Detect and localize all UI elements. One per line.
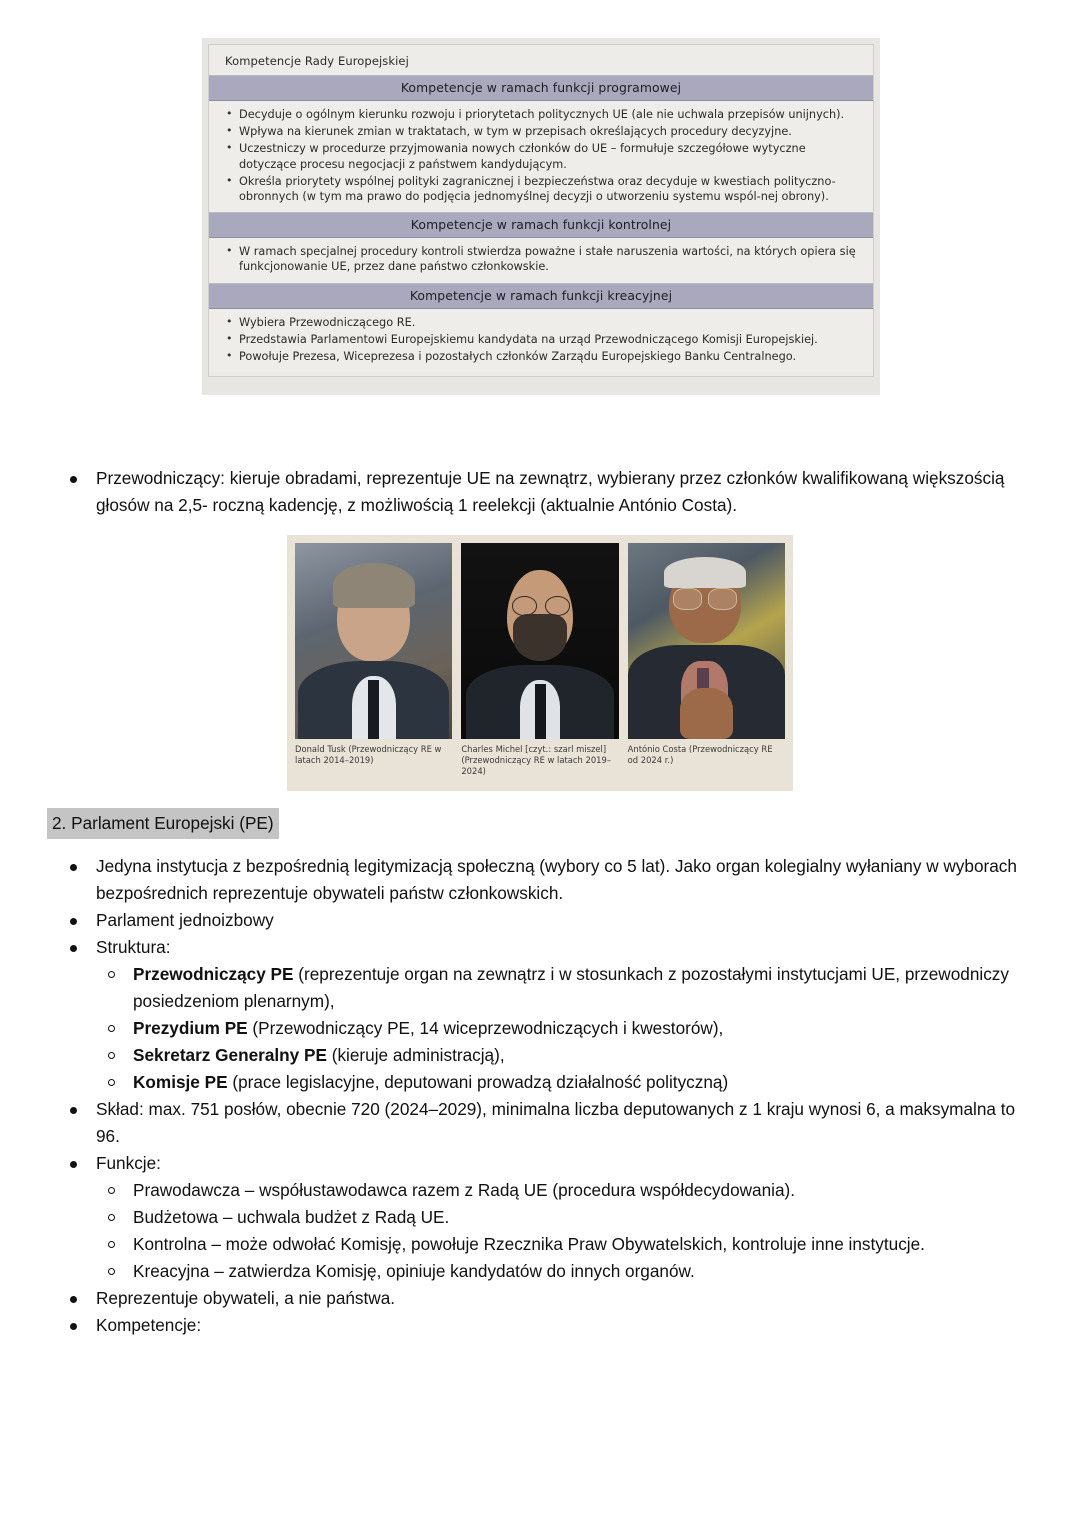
list-item: [96, 1042, 1023, 1069]
photo-caption-row: [295, 739, 785, 777]
item-bold: Sekretarz Generalny PE: [133, 1045, 327, 1065]
item-rest: (Przewodniczący PE, 14 wiceprzewodniczących i kwestorów),: [247, 1018, 724, 1038]
table-band-kreacyjna: Kompetencje w ramach funkcji kreacyjnej: [209, 283, 873, 309]
list-item: Jedyna instytucja z bezpośrednią legitymizacją społeczną (wybory co 5 lat). Jako organ kolegialny wyłaniany w wyborach bezpośrednich reprezentuje obywateli państw członkowskich.: [57, 853, 1023, 907]
table-section-kreacyjna-body: [209, 309, 873, 373]
table-row: • Wpływa na kierunek zmian w traktatach, w tym w przepisach określających procedury decyzyjne.: [223, 124, 859, 139]
item-rest: (kieruje administracją),: [326, 1045, 505, 1065]
item-rest: (prace legislacyjne, deputowani prowadzą działalność polityczną): [227, 1072, 729, 1092]
list-item: [96, 1069, 1023, 1096]
table-row: • Przedstawia Parlamentowi Europejskiemu kandydata na urząd Przewodniczącego Komisji Europejskiej.: [223, 332, 859, 347]
president-line-1: Przewodniczący: kieruje obradami, reprezentuje UE na zewnątrz, wybierany przez członków kwalifikowaną: [96, 468, 908, 488]
president-bullet-block: [57, 465, 1023, 519]
table-row: • Określa priorytety wspólnej polityki zagranicznej i bezpieczeństwa oraz decyduje w kwestiach polityczno-obronnych (w tym ma prawo do podjęcia jednomyślnej decyzji o utworzeniu systemu wspól-nej obrony).: [223, 174, 859, 204]
item-bold: Prezydium PE: [133, 1018, 248, 1038]
presidents-photo-figure: [287, 535, 793, 791]
table-row: • Decyduje o ogólnym kierunku rozwoju i priorytetach politycznych UE (ale nie uchwala przepisów unijnych).: [223, 107, 859, 122]
list-item: Parlament jednoizbowy: [57, 907, 1023, 934]
scanned-table-inner: [208, 44, 874, 377]
list-item: Budżetowa – uchwala budżet z Radą UE.: [96, 1204, 1023, 1231]
list-item: Kreacyjna – zatwierdza Komisję, opiniuje kandydatów do innych organów.: [96, 1258, 1023, 1285]
list-item: Reprezentuje obywateli, a nie państwa.: [57, 1285, 1023, 1312]
photo-caption-antonio-costa: António Costa (Przewodniczący RE od 2024 r.): [627, 744, 773, 765]
president-line-2: większością głosów na 2,5- roczną kadencję, z możliwością 1 reelekcji (aktualnie António Costa).: [96, 468, 1005, 515]
table-section-kontrolna-body: [209, 238, 873, 282]
photo-antonio-costa: [628, 543, 785, 739]
list-item: Prawodawcza – współustawodawca razem z Radą UE (procedura współdecydowania).: [96, 1177, 1023, 1204]
list-item: [57, 465, 1023, 519]
scanned-table-title: Kompetencje Rady Europejskiej: [209, 45, 873, 75]
item-bold: Przewodniczący PE: [133, 964, 294, 984]
list-item: Kontrolna – może odwołać Komisję, powołuje Rzecznika Praw Obywatelskich, kontroluje inne instytucje.: [96, 1231, 1023, 1258]
photo-charles-michel: [461, 543, 618, 739]
photo-row: [295, 543, 785, 739]
table-row: • W ramach specjalnej procedury kontroli stwierdza poważne i stałe naruszenia wartości, na których opiera się funkcjonowanie UE, przez dane państwo członkowskie.: [223, 244, 859, 274]
table-row: • Uczestniczy w procedurze przyjmowania nowych członków do UE – formułuje szczegółowe wytyczne dotyczące procesu negocjacji z państwem kandydującym.: [223, 141, 859, 171]
funkcje-sublist: [96, 1177, 1023, 1285]
list-item: [57, 1150, 1023, 1285]
photo-donald-tusk: [295, 543, 452, 739]
table-row: • Powołuje Prezesa, Wiceprezesa i pozostałych członków Zarządu Europejskiego Banku Centralnego.: [223, 349, 859, 364]
list-item: Skład: max. 751 posłów, obecnie 720 (2024–2029), minimalna liczba deputowanych z 1 kraju wynosi 6, a maksymalna to 96.: [57, 1096, 1023, 1150]
photo-caption-donald-tusk: Donald Tusk (Przewodniczący RE w latach 2014–2019): [295, 744, 442, 765]
table-band-programowa: Kompetencje w ramach funkcji programowej: [209, 75, 873, 101]
table-band-kontrolna: Kompetencje w ramach funkcji kontrolnej: [209, 212, 873, 238]
item-bold: Komisje PE: [133, 1072, 228, 1092]
page-title: 2. Parlament Europejski (PE): [47, 808, 279, 839]
pe-content-block: [57, 853, 1023, 1339]
photo-caption-charles-michel: Charles Michel [czyt.: szarl miszel] (Przewodniczący RE w latach 2019–2024): [461, 744, 612, 776]
item-rest: (reprezentuje organ na zewnątrz i w stosunkach z pozostałymi instytucjami UE, przewodniczy posiedzeniom plenarnym),: [133, 964, 1009, 1011]
list-item: [96, 1015, 1023, 1042]
list-item: Kompetencje:: [57, 1312, 1023, 1339]
scanned-table-figure: [202, 38, 880, 395]
funkcje-label: Funkcje:: [96, 1153, 161, 1173]
table-row: • Wybiera Przewodniczącego RE.: [223, 315, 859, 330]
struktura-label: Struktura:: [96, 937, 171, 957]
list-item: [96, 961, 1023, 1015]
list-item: [57, 934, 1023, 1096]
table-section-programowa-body: [209, 101, 873, 212]
struktura-sublist: [96, 961, 1023, 1096]
